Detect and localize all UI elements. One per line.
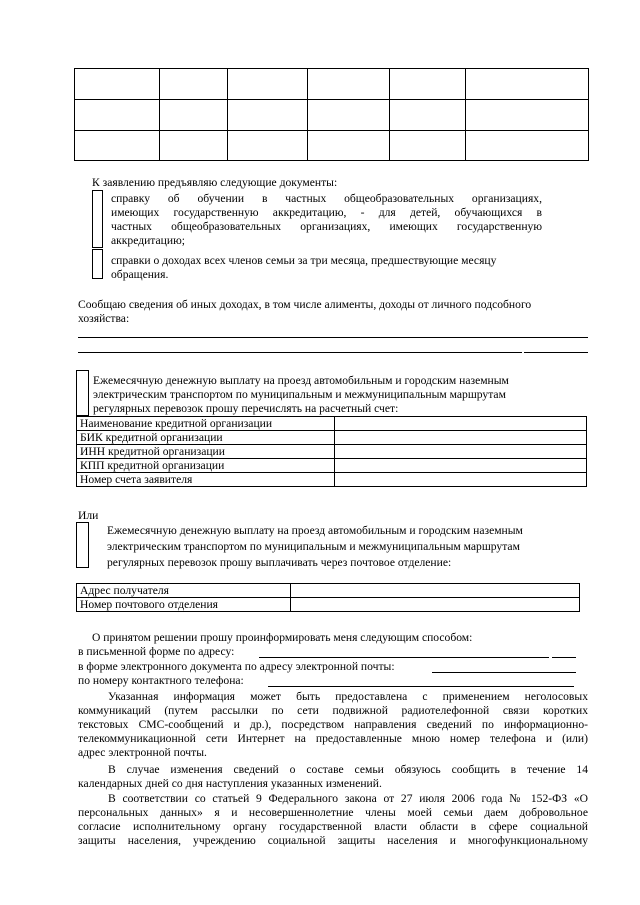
table-cell[interactable] — [75, 69, 160, 100]
doc-item-line: имеющих государственную аккредитацию, - для детей, обучающихся в — [111, 206, 542, 219]
table-cell[interactable] — [466, 69, 589, 100]
bik-field[interactable] — [335, 431, 587, 445]
post-option-text: Ежемесячную денежную выплату на проезд автомобильным и городским наземным — [107, 524, 523, 537]
bank-details-table — [76, 416, 587, 487]
bank-option-text: Ежемесячную денежную выплату на проезд автомобильным и городским наземным — [93, 374, 509, 387]
doc-item-income: справки о доходах всех членов семьи за три месяца, предшествующие месяцу — [111, 254, 497, 267]
doc-item-education — [111, 192, 542, 234]
email-field[interactable] — [432, 672, 576, 673]
table-cell[interactable] — [228, 131, 308, 161]
paragraph-line: защиты населения, учреждению социальной защиты населения и многофункциональному — [78, 834, 588, 847]
notify-written-label: в письменной форме по адресу: — [78, 645, 235, 658]
doc-item-line: обращения. — [111, 268, 169, 281]
paragraph-line: персональных данных» я и несовершеннолетние члены моей семьи даем добровольное — [78, 806, 588, 819]
paragraph-line: телекоммуникационной сети Интернет на предоставленные мною номер телефона и (или) — [78, 732, 588, 745]
table-cell[interactable] — [160, 131, 228, 161]
paragraph-line: В соответствии со статьей 9 Федерального закона от 27 июля 2006 года № 152-ФЗ «О — [108, 792, 588, 805]
phone-field[interactable] — [268, 686, 574, 687]
paragraph-line: Указанная информация может быть предоставлена с применением неголосовых — [108, 690, 588, 703]
other-income-line-2[interactable] — [78, 352, 522, 353]
kpp-field[interactable] — [335, 459, 587, 473]
table-cell[interactable] — [228, 69, 308, 100]
post-option-text-line: электрическим транспортом по муниципальным и межмуниципальным маршрутам — [107, 540, 520, 553]
bank-row-label: Номер счета заявителя — [77, 473, 335, 487]
doc-item-line: справку об обучении в частных общеобразовательных организациях, — [111, 192, 542, 205]
or-label: Или — [78, 509, 99, 522]
table-cell[interactable] — [75, 100, 160, 131]
checkbox-bank-transfer[interactable] — [76, 370, 89, 416]
table-cell[interactable] — [466, 131, 589, 161]
table-cell[interactable] — [160, 100, 228, 131]
table-cell[interactable] — [308, 131, 390, 161]
post-row-label: Номер почтового отделения — [77, 598, 291, 612]
post-details-table — [76, 583, 580, 612]
other-income-label-cont: хозяйства: — [78, 312, 130, 325]
table-cell[interactable] — [160, 69, 228, 100]
recipient-address-field[interactable] — [291, 584, 580, 598]
paragraph-line: календарных дней со дня наступления указанных изменений. — [78, 777, 382, 790]
bank-row-label: Наименование кредитной организации — [77, 417, 335, 431]
bank-name-field[interactable] — [335, 417, 587, 431]
consent-paragraph — [78, 792, 588, 848]
family-members-table — [74, 68, 589, 161]
inn-field[interactable] — [335, 445, 587, 459]
info-paragraph — [78, 690, 588, 760]
table-cell[interactable] — [390, 131, 466, 161]
paragraph-line: согласие исполнительному органу государственной власти области в сфере социальной — [78, 820, 588, 833]
change-paragraph — [78, 763, 588, 791]
paragraph-line: В случае изменения сведений о составе семьи обязуюсь сообщить в течение 14 — [108, 763, 588, 776]
table-cell[interactable] — [75, 131, 160, 161]
other-income-line-2b[interactable] — [524, 352, 588, 353]
written-address-field[interactable] — [259, 657, 549, 658]
bank-row-label: ИНН кредитной организации — [77, 445, 335, 459]
other-income-label: Сообщаю сведения об иных доходах, в том числе алименты, доходы от личного подсобного — [78, 298, 532, 311]
doc-item-line: аккредитацию; — [111, 234, 185, 247]
bank-option-text-line: электрическим транспортом по муниципальным и межмуниципальным маршрутам — [93, 388, 506, 401]
post-option-text-line: регулярных перевозок прошу выплачивать через почтовое отделение: — [107, 556, 452, 569]
notify-phone-label: по номеру контактного телефона: — [78, 674, 244, 687]
post-row-label: Адрес получателя — [77, 584, 291, 598]
table-cell[interactable] — [308, 100, 390, 131]
checkbox-education-certificate[interactable] — [92, 190, 103, 248]
checkbox-post-office[interactable] — [76, 522, 89, 568]
other-income-line-1[interactable] — [78, 337, 588, 338]
notify-email-label: в форме электронного документа по адресу электронной почты: — [78, 660, 395, 673]
table-cell[interactable] — [228, 100, 308, 131]
doc-item-line: частных общеобразовательных организациях, имеющих государственную — [111, 220, 542, 233]
bank-row-label: КПП кредитной организации — [77, 459, 335, 473]
documents-intro: К заявлению предъявляю следующие документы: — [92, 176, 338, 189]
table-cell[interactable] — [308, 69, 390, 100]
paragraph-line: текстовых СМС-сообщений и др.), посредством направления сведений по информационно- — [78, 718, 588, 731]
post-office-number-field[interactable] — [291, 598, 580, 612]
written-address-field-end[interactable] — [552, 657, 576, 658]
table-cell[interactable] — [390, 69, 466, 100]
account-number-field[interactable] — [335, 473, 587, 487]
checkbox-income-certificates[interactable] — [92, 249, 103, 279]
bank-option-text-line: регулярных перевозок прошу перечислять на расчетный счет: — [93, 402, 399, 415]
table-cell[interactable] — [390, 100, 466, 131]
table-cell[interactable] — [466, 100, 589, 131]
paragraph-line: коммуникаций (путем рассылки по сети подвижной радиотелефонной связи коротких — [78, 704, 588, 717]
notify-intro: О принятом решении прошу проинформировать меня следующим способом: — [92, 631, 473, 644]
bank-row-label: БИК кредитной организации — [77, 431, 335, 445]
paragraph-line: адрес электронной почты. — [78, 746, 207, 759]
